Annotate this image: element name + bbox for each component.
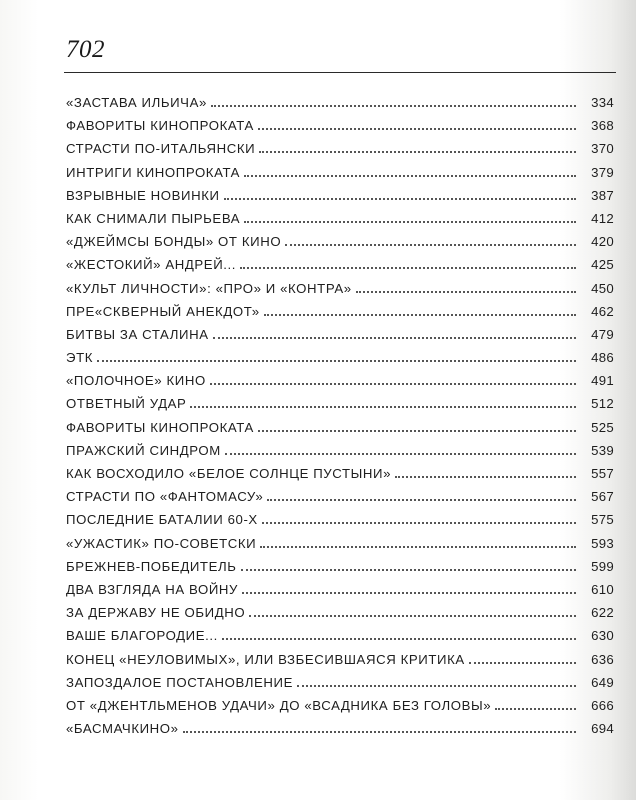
toc-dot-leader	[495, 708, 576, 710]
toc-entry-title: ПРАЖСКИЙ СИНДРОМ	[66, 442, 221, 458]
toc-entry	[66, 721, 614, 744]
toc-entry	[66, 536, 614, 559]
toc-dot-leader	[285, 244, 576, 246]
toc-entry-title: КАК ВОСХОДИЛО «БЕЛОЕ СОЛНЦЕ ПУСТЫНИ»	[66, 466, 392, 481]
toc-entry-page-number: 622	[591, 605, 614, 621]
toc-entry-title: БРЕЖНЕВ-ПОБЕДИТЕЛЬ	[66, 558, 237, 574]
toc-entry	[66, 373, 614, 396]
toc-entry	[66, 443, 614, 466]
toc-entry	[66, 95, 614, 118]
toc-dot-leader	[241, 569, 577, 571]
toc-entry-title: «КУЛЬТ ЛИЧНОСТИ»: «ПРО» И «КОНТРА»	[66, 280, 352, 296]
toc-dot-leader	[267, 499, 576, 501]
toc-entry	[66, 396, 614, 419]
toc-entry-page-number: 666	[591, 697, 614, 713]
toc-entry-title: СТРАСТИ ПО «ФАНТОМАСУ»	[66, 489, 264, 505]
toc-entry-page-number: 412	[591, 210, 614, 226]
toc-entry-title: ОТ «ДЖЕНТЛЬМЕНОВ УДАЧИ» ДО «ВСАДНИКА БЕЗ ГОЛОВЫ»	[66, 697, 492, 713]
toc-dot-leader	[297, 685, 576, 687]
toc-entry	[66, 512, 614, 535]
toc-entry	[66, 582, 614, 605]
toc-entry	[66, 327, 614, 350]
toc-entry	[66, 489, 614, 512]
toc-entry	[66, 628, 614, 651]
toc-entry-title: КОНЕЦ «НЕУЛОВИМЫХ», ИЛИ ВЗБЕСИВШАЯСЯ КРИТИКА	[66, 651, 465, 667]
toc-entry-title: ОТВЕТНЫЙ УДАР	[66, 396, 187, 412]
toc-entry-title: «ЗАСТАВА ИЛЬИЧА»	[66, 95, 207, 110]
toc-dot-leader	[258, 128, 576, 130]
toc-entry-title: ПОСЛЕДНИЕ БАТАЛИИ 60-Х	[66, 512, 258, 528]
toc-entry-title: «УЖАСТИК» ПО-СОВЕТСКИ	[66, 535, 257, 551]
toc-entry-page-number: 368	[591, 118, 614, 134]
toc-entry-page-number: 599	[591, 558, 614, 574]
toc-entry-title: ДВА ВЗГЛЯДА НА ВОЙНУ	[66, 581, 239, 597]
toc-entry-page-number: 694	[591, 721, 614, 737]
toc-entry	[66, 605, 614, 628]
toc-dot-leader	[244, 221, 576, 223]
toc-dot-leader	[244, 175, 576, 177]
toc-entry-title: ФАВОРИТЫ КИНОПРОКАТА	[66, 419, 254, 435]
toc-entry-title: ВАШЕ БЛАГОРОДИЕ...	[66, 628, 218, 644]
toc-entry	[66, 420, 614, 443]
toc-entry-title: СТРАСТИ ПО-ИТАЛЬЯНСКИ	[66, 141, 256, 157]
toc-dot-leader	[469, 662, 576, 664]
toc-dot-leader	[249, 615, 576, 617]
toc-entry-page-number: 636	[591, 651, 614, 667]
toc-entry-page-number: 379	[591, 164, 614, 180]
toc-entry-page-number: 610	[591, 581, 614, 597]
toc-entry-page-number: 630	[591, 628, 614, 644]
toc-dot-leader	[97, 360, 576, 362]
toc-entry-title: ФАВОРИТЫ КИНОПРОКАТА	[66, 118, 254, 134]
toc-dot-leader	[259, 151, 576, 153]
toc-entry-page-number: 525	[591, 419, 614, 435]
toc-dot-leader	[242, 592, 576, 594]
toc-entry-page-number: 649	[591, 674, 614, 690]
toc-entry-title: ЭТК	[66, 350, 94, 366]
toc-entry	[66, 281, 614, 304]
toc-dot-leader	[190, 406, 576, 408]
toc-dot-leader	[211, 105, 576, 107]
toc-entry-page-number: 575	[591, 512, 614, 528]
toc-dot-leader	[395, 476, 576, 478]
toc-entry	[66, 257, 614, 280]
toc-dot-leader	[240, 267, 576, 269]
toc-dot-leader	[356, 291, 576, 293]
toc-dot-leader	[224, 198, 576, 200]
toc-entry	[66, 211, 614, 234]
toc-entry-page-number: 567	[591, 489, 614, 505]
toc-entry	[66, 304, 614, 327]
toc-entry	[66, 165, 614, 188]
toc-entry-title: «ДЖЕЙМСЫ БОНДЫ» ОТ КИНО	[66, 234, 282, 250]
toc-entry	[66, 188, 614, 211]
toc-dot-leader	[222, 638, 576, 640]
toc-entry-title: ЗА ДЕРЖАВУ НЕ ОБИДНО	[66, 605, 246, 621]
toc-entry-page-number: 539	[591, 442, 614, 458]
toc-dot-leader	[264, 314, 576, 316]
toc-dot-leader	[262, 522, 576, 524]
toc-entry	[66, 350, 614, 373]
toc-entry	[66, 118, 614, 141]
toc-entry-page-number: 425	[591, 257, 614, 273]
toc-entry	[66, 698, 614, 721]
toc-entry-title: БИТВЫ ЗА СТАЛИНА	[66, 326, 209, 342]
toc-entry-page-number: 387	[591, 187, 614, 203]
toc-entry	[66, 141, 614, 164]
header-rule	[64, 72, 616, 73]
toc-dot-leader	[225, 453, 576, 455]
toc-entry-page-number: 486	[591, 350, 614, 366]
toc-entry-title: «ПОЛОЧНОЕ» КИНО	[66, 373, 206, 389]
toc-entry	[66, 234, 614, 257]
toc-dot-leader	[213, 337, 576, 339]
toc-entry-title: «БАСМАЧКИНО»	[66, 721, 179, 737]
toc-entry-page-number: 420	[591, 234, 614, 250]
toc-entry-page-number: 334	[591, 95, 614, 110]
toc-entry-page-number: 370	[591, 141, 614, 157]
toc-entry-page-number: 450	[591, 280, 614, 296]
toc-entry-title: ИНТРИГИ КИНОПРОКАТА	[66, 164, 241, 180]
toc-entry	[66, 559, 614, 582]
toc-entry-title: КАК СНИМАЛИ ПЫРЬЕВА	[66, 210, 241, 226]
toc-entry-title: ВЗРЫВНЫЕ НОВИНКИ	[66, 187, 220, 203]
toc-dot-leader	[260, 546, 576, 548]
toc-entry-page-number: 479	[591, 326, 614, 342]
toc-entry-title: ЗАПОЗДАЛОЕ ПОСТАНОВЛЕНИЕ	[66, 674, 294, 690]
toc-entry	[66, 466, 614, 489]
toc-entry-page-number: 462	[591, 303, 614, 319]
table-of-contents	[66, 95, 614, 744]
page-number: 702	[66, 36, 105, 63]
toc-dot-leader	[258, 430, 576, 432]
toc-dot-leader	[183, 731, 576, 733]
toc-entry-title: ПРЕ«СКВЕРНЫЙ АНЕКДОТ»	[66, 303, 260, 319]
toc-dot-leader	[210, 383, 576, 385]
toc-entry-page-number: 593	[591, 535, 614, 551]
toc-entry-page-number: 491	[591, 373, 614, 389]
toc-entry-page-number: 512	[591, 396, 614, 412]
toc-entry-title: «ЖЕСТОКИЙ» АНДРЕЙ...	[66, 257, 237, 273]
toc-entry-page-number: 557	[591, 466, 614, 481]
toc-entry	[66, 652, 614, 675]
toc-entry	[66, 675, 614, 698]
